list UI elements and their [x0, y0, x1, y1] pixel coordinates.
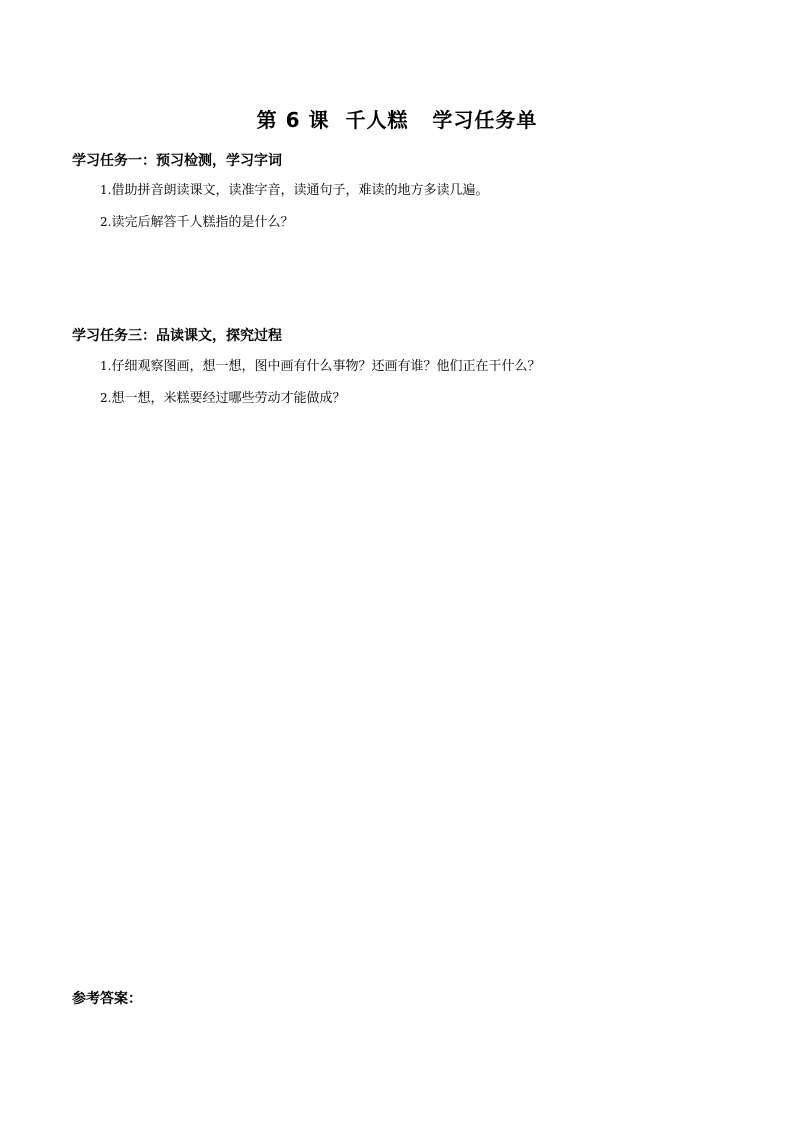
- task-three-item-2: [100, 387, 345, 406]
- item-number: 2.: [100, 391, 112, 405]
- item-text: 读完后解答千人糕指的是什么？: [111, 215, 294, 230]
- task-one-item-2: [100, 211, 293, 230]
- item-text: 想一想，米糕要经过哪些劳动才能做成？: [111, 391, 346, 406]
- page-title: 第 6 课 千人糕 学习任务单: [256, 108, 538, 132]
- item-number: 1.: [100, 183, 112, 197]
- item-number: 1.: [100, 359, 112, 373]
- item-text: 仔细观察图画，想一想，图中画有什么事物？还画有谁？他们正在干什么？: [111, 359, 541, 374]
- task-one-heading: 学习任务一：预习检测，学习字词: [72, 153, 282, 169]
- answers-heading: 参考答案：: [72, 991, 142, 1007]
- item-text: 借助拼音朗读课文，读准字音，读通句子，难读的地方多读几遍。: [111, 183, 489, 198]
- task-three-heading: 学习任务三：品读课文，探究过程: [72, 328, 282, 344]
- item-number: 2.: [100, 215, 112, 229]
- task-one-item-1: [100, 179, 488, 198]
- task-three-item-1: [100, 355, 540, 374]
